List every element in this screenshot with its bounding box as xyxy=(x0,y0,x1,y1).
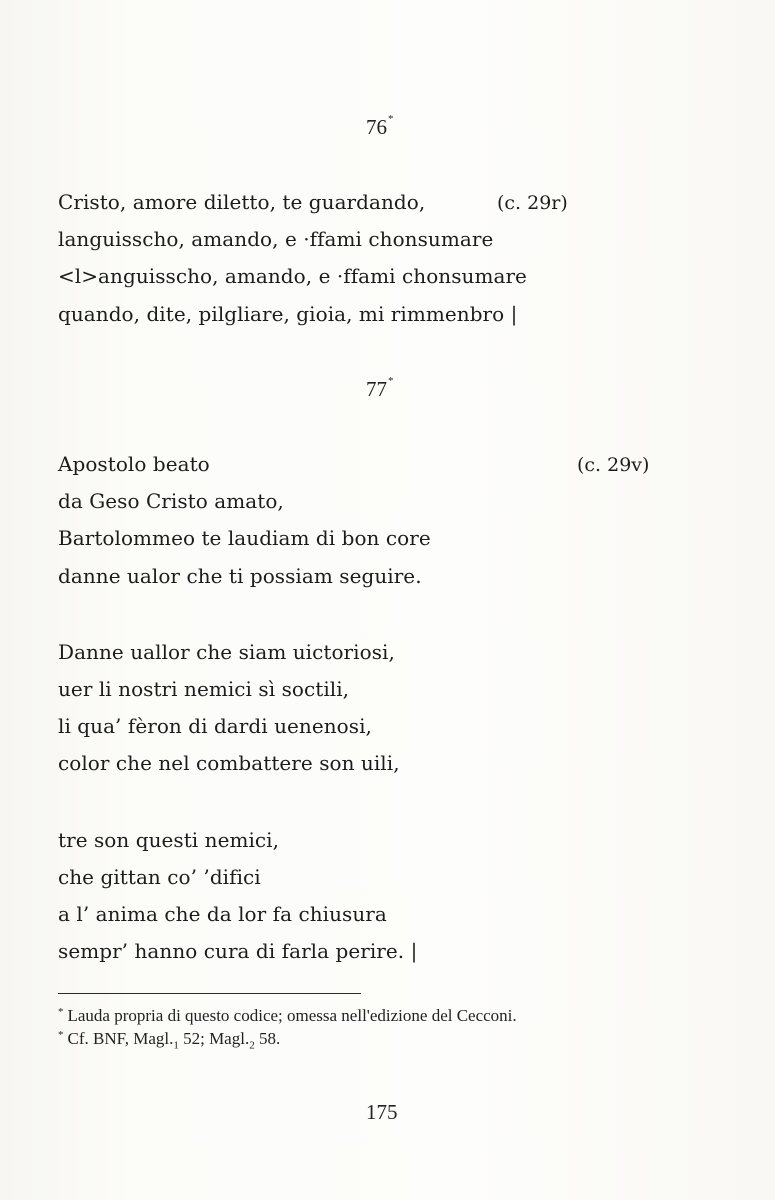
verse-line: color che nel combattere son uili, xyxy=(58,751,400,775)
asterisk-mark: * xyxy=(58,1029,64,1041)
verse-line: danne ualor che ti possiam seguire. xyxy=(58,564,422,588)
page-number: 175 xyxy=(366,1100,398,1124)
folio-reference: (c. 29v) xyxy=(577,454,650,476)
footnote-text-middle: 52; Magl. xyxy=(178,1029,250,1048)
verse-line: quando, dite, pilgliare, gioia, mi rimmenbro | xyxy=(58,302,518,326)
verse-line: languisscho, amando, e ·ffami chonsumare xyxy=(58,227,494,251)
show-through-text xyxy=(470,120,730,1000)
footnote-text-suffix: 58. xyxy=(254,1029,281,1048)
verse-line: Danne uallor che siam uictoriosi, xyxy=(58,640,395,664)
verse-line: li qua’ fèron di dardi uenenosi, xyxy=(58,714,372,738)
verse-line: <l>anguisscho, amando, e ·ffami chonsumare xyxy=(58,264,527,288)
asterisk-mark: * xyxy=(388,375,394,387)
verse-line: tre son questi nemici, xyxy=(58,828,280,852)
verse-line: uer li nostri nemici sì soctili, xyxy=(58,677,350,701)
verse-line: Cristo, amore diletto, te guardando, xyxy=(58,190,426,214)
asterisk-mark: * xyxy=(58,1006,64,1018)
footnote-rule xyxy=(58,993,361,994)
verse-line: Bartolommeo te laudiam di bon core xyxy=(58,526,431,550)
footnote-text: Lauda propria di questo codice; omessa nell'edizione del Cecconi. xyxy=(67,1006,517,1025)
footnote-1 xyxy=(58,1006,517,1026)
verse-line: da Geso Cristo amato, xyxy=(58,489,284,513)
footnote-2 xyxy=(58,1029,280,1051)
verse-line: Apostolo beato xyxy=(58,452,210,476)
folio-reference: (c. 29r) xyxy=(497,192,568,214)
footnote-subscript: 1 xyxy=(173,1039,179,1052)
verse-line: sempr’ hanno cura di farla perire. | xyxy=(58,939,418,963)
footnote-text-prefix: Cf. BNF, Magl. xyxy=(67,1029,174,1048)
poem-number-76: 76* xyxy=(366,113,394,139)
verse-line: a l’ anima che da lor fa chiusura xyxy=(58,902,387,926)
verse-line: che gittan co’ ’difici xyxy=(58,865,261,889)
poem-number-77: 77* xyxy=(366,375,394,401)
asterisk-mark: * xyxy=(388,113,394,125)
footnote-subscript: 2 xyxy=(249,1039,255,1052)
